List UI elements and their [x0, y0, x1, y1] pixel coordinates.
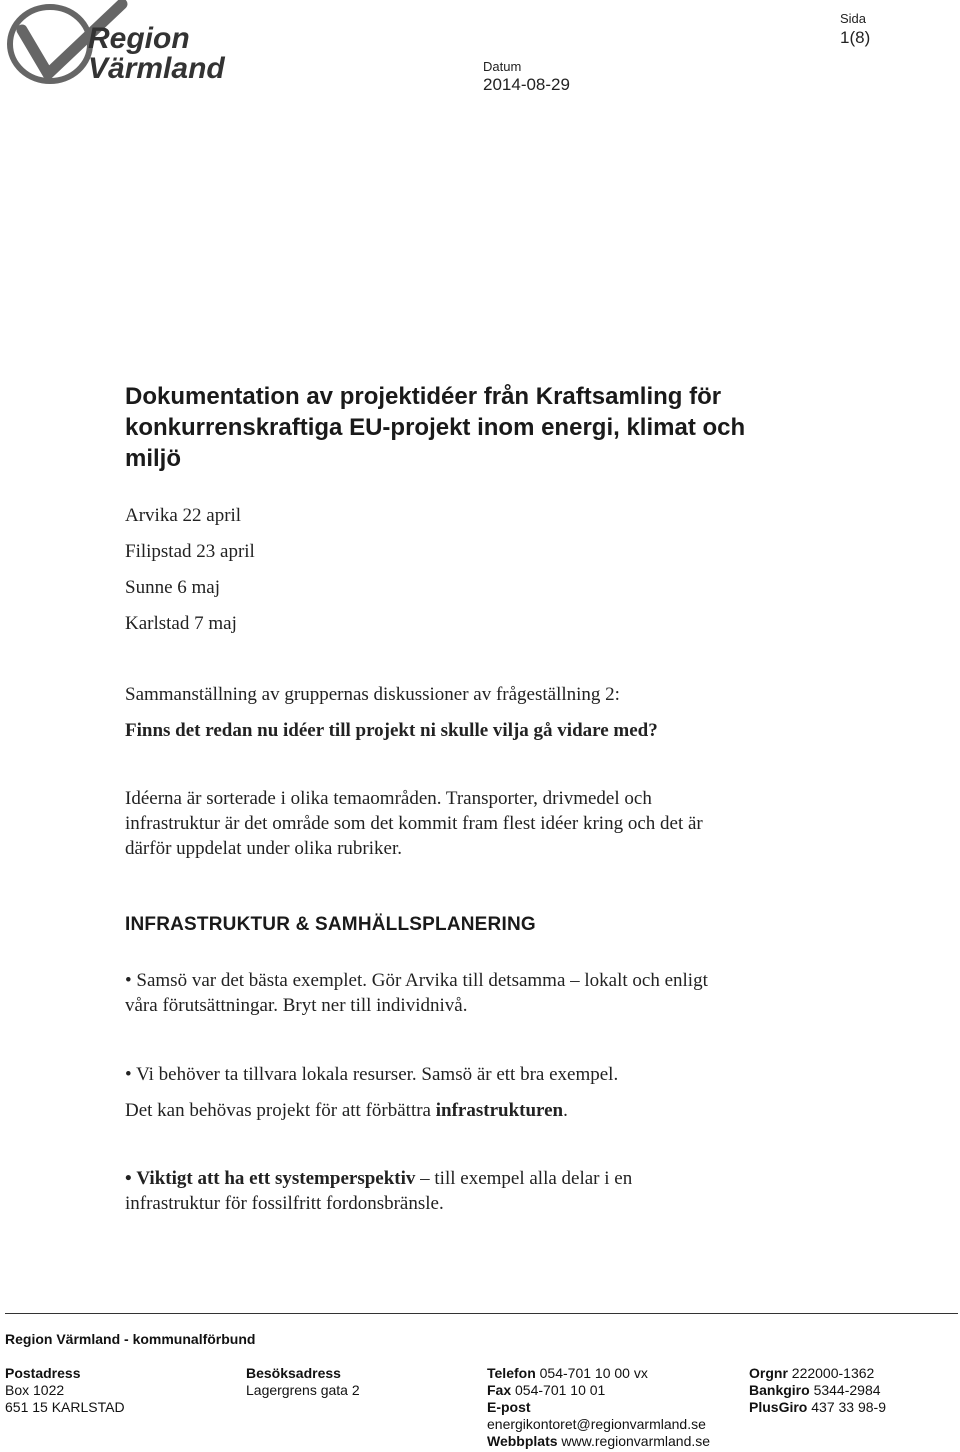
location-filipstad: Filipstad 23 april [125, 541, 255, 562]
note-text: Det kan behövas projekt för att förbättra [125, 1100, 436, 1121]
title-line: Dokumentation av projektidéer från Kraftsamling för [125, 383, 722, 410]
logo-text-line2: Värmland [88, 52, 225, 85]
visiting-label: Besöksadress [246, 1365, 341, 1381]
orgnr-label: Orgnr [749, 1365, 788, 1381]
bullet-item [125, 1062, 825, 1087]
paragraph-line: infrastruktur är det område som det kommit fram flest idéer kring och det är [125, 813, 703, 834]
orgnr-value: 222000-1362 [791, 1365, 875, 1381]
logo-text-line1: Region [88, 22, 190, 55]
bullet-emphasis: Viktigt att ha ett systemperspektiv [136, 1168, 416, 1189]
note-punctuation: . [563, 1100, 568, 1121]
page-label: Sida [840, 11, 867, 26]
bullet-text: – till exempel alla delar i en [415, 1168, 633, 1189]
note-emphasis: infrastrukturen [435, 1100, 564, 1121]
web-label: Webbplats [487, 1433, 558, 1449]
location-karlstad: Karlstad 7 maj [125, 613, 237, 634]
bankgiro-label: Bankgiro [749, 1382, 810, 1398]
web-link[interactable]: www.regionvarmland.se [561, 1433, 711, 1449]
date-value: 2014-08-29 [483, 75, 570, 94]
location-arvika: Arvika 22 april [125, 505, 242, 526]
page-number: 1(8) [840, 28, 871, 47]
paragraph-line: därför uppdelat under olika rubriker. [125, 838, 402, 859]
location-sunne: Sunne 6 maj [125, 577, 220, 598]
footer-visiting-address [246, 1365, 360, 1399]
footer-divider [5, 1313, 958, 1314]
bullet-text: Vi behöver ta tillvara lokala resurser. Samsö är ett bra exempel. [136, 1064, 619, 1085]
postal-line: Box 1022 [5, 1382, 65, 1398]
bullet-item [125, 1166, 825, 1216]
footer-org-name: Region Värmland - kommunalförbund [5, 1331, 256, 1347]
paragraph-line: Idéerna är sorterade i olika temaområden. Transporter, drivmedel och [125, 788, 652, 809]
phone-value: 054-701 10 00 vx [539, 1365, 648, 1381]
footer-registration [749, 1365, 886, 1416]
discussion-question: Finns det redan nu idéer till projekt ni skulle vilja gå vidare med? [125, 720, 658, 741]
plusgiro-value: 437 33 98-9 [811, 1399, 886, 1415]
bullet-text: infrastruktur för fossilfritt fordonsbränsle. [125, 1193, 444, 1214]
summary-intro: Sammanställning av gruppernas diskussioner av frågeställning 2: [125, 684, 620, 705]
bullet-item [125, 968, 825, 1018]
plusgiro-label: PlusGiro [749, 1399, 808, 1415]
bullet-icon: • [125, 1064, 132, 1085]
visiting-line: Lagergrens gata 2 [246, 1382, 360, 1398]
intro-paragraph [125, 786, 825, 861]
bullet-icon: • [125, 1168, 132, 1189]
title-line: konkurrenskraftiga EU-projekt inom energi, klimat och [125, 414, 746, 441]
fax-value: 054-701 10 01 [515, 1382, 606, 1398]
phone-label: Telefon [487, 1365, 536, 1381]
bullet-icon: • [125, 970, 132, 991]
postal-label: Postadress [5, 1365, 81, 1381]
footer-contact [487, 1365, 710, 1450]
section-heading: INFRASTRUKTUR & SAMHÄLLSPLANERING [125, 914, 536, 935]
footer-postal-address [5, 1365, 125, 1416]
email-label: E-post [487, 1399, 531, 1415]
infrastructure-note [125, 1098, 825, 1123]
bullet-text: våra förutsättningar. Bryt ner till individnivå. [125, 995, 468, 1016]
fax-label: Fax [487, 1382, 512, 1398]
date-label: Datum [483, 59, 522, 74]
bankgiro-value: 5344-2984 [813, 1382, 881, 1398]
email-link[interactable]: energikontoret@regionvarmland.se [487, 1416, 706, 1432]
title-line: miljö [125, 445, 182, 472]
postal-line: 651 15 KARLSTAD [5, 1399, 125, 1415]
bullet-text: Samsö var det bästa exemplet. Gör Arvika till detsamma – lokalt och enligt [136, 970, 708, 991]
document-title [125, 381, 825, 474]
